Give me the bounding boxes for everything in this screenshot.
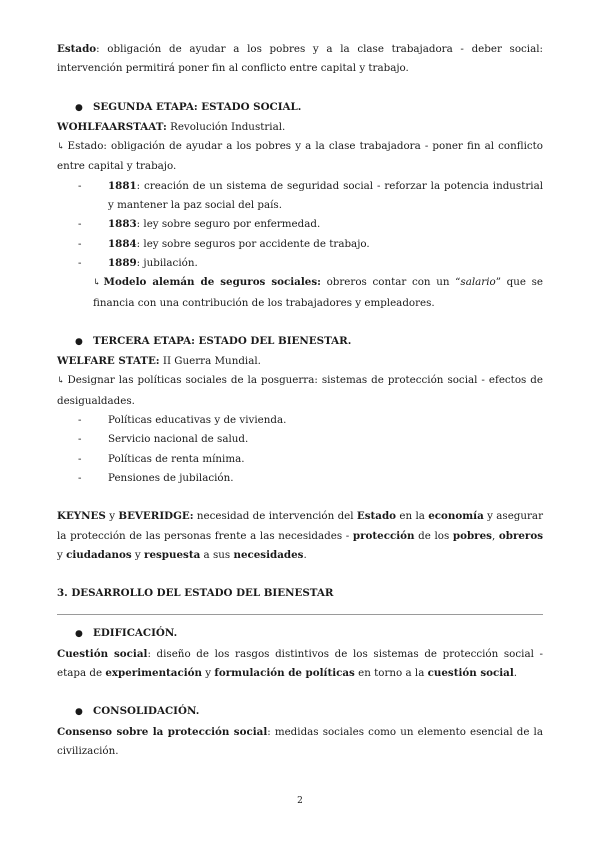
arrow-icon: ↳ <box>57 142 65 153</box>
bullet-icon: ● <box>75 707 83 718</box>
tercera-arrow-paragraph: ↳ Designar las políticas sociales de la posguerra: sistemas de protección social - efectos de desigualdades. <box>57 374 543 407</box>
bullet-icon: ● <box>75 336 83 347</box>
bullet-icon: ● <box>75 102 83 113</box>
edificacion-paragraph: Cuestión social: diseño de los rasgos distintivos de los sistemas de protección social - etapa de experimentación y formulación de políticas en torno a la cuestión social. <box>57 647 543 680</box>
page-number: 2 <box>297 796 303 806</box>
list-item: - Políticas de renta mínima. <box>78 452 245 465</box>
consolidacion-paragraph: Consenso sobre la protección social: medidas sociales como un elemento esencial de la civilización. <box>57 725 543 757</box>
list-item: - 1883: ley sobre seguro por enfermedad. <box>78 218 321 231</box>
heading-edificacion: ● EDIFICACIÓN. <box>57 624 543 644</box>
intro-paragraph <box>57 40 543 79</box>
heading-tercera-etapa: ● TERCERA ETAPA: ESTADO DEL BIENESTAR. <box>57 332 543 352</box>
list-item: - 1884: ley sobre seguros por accidente de trabajo. <box>78 237 370 250</box>
list-item: - 1881: creación de un sistema de seguridad social - reforzar la potencia industrial y mantener la paz social del país. <box>78 179 543 212</box>
section-divider <box>57 614 543 615</box>
heading-consolidacion: ● CONSOLIDACIÓN. <box>57 702 543 722</box>
bullet-icon: ● <box>75 629 83 640</box>
welfare-state-line: WELFARE STATE: II Guerra Mundial. <box>57 355 261 368</box>
segunda-list <box>57 177 543 273</box>
arrow-icon: ↳ <box>57 376 65 387</box>
list-item: - Pensiones de jubilación. <box>78 471 234 484</box>
segunda-arrow-paragraph: ↳ Estado: obligación de ayudar a los pobres y a la clase trabajadora - poner fin al conflicto entre capital y trabajo. <box>57 140 543 173</box>
intro-text: : obligación de ayudar a los pobres y a la clase trabajadora - deber social: intervención permitirá poner fin al conflicto entre capital y trabajo. <box>57 43 543 75</box>
wohlfaarstaat-line: WOHLFAARSTAAT: Revolución Industrial. <box>57 120 286 133</box>
modelo-aleman-paragraph: ↳ Modelo alemán de seguros sociales: obreros contar con un “salario” que se financia con una contribución de los trabajadores y empleadores. <box>93 276 544 309</box>
tercera-list <box>57 411 543 488</box>
heading-segunda-etapa: ● SEGUNDA ETAPA: ESTADO SOCIAL. <box>57 98 543 118</box>
list-item: - 1889: jubilación. <box>78 256 198 269</box>
arrow-icon: ↳ <box>93 278 101 289</box>
document-body <box>57 40 543 761</box>
section-3-title: 3. DESARROLLO DEL ESTADO DEL BIENESTAR <box>57 587 334 600</box>
keynes-beveridge-paragraph: KEYNES y BEVERIDGE: necesidad de intervención del Estado en la economía y asegurar la protección de las personas frente a las necesidades - protección de los pobres, obreros y ciudadanos y respuesta a sus necesidades. <box>57 510 544 561</box>
list-item: - Políticas educativas y de vivienda. <box>78 414 287 427</box>
intro-term: Estado <box>57 43 97 55</box>
list-item: - Servicio nacional de salud. <box>78 433 249 446</box>
